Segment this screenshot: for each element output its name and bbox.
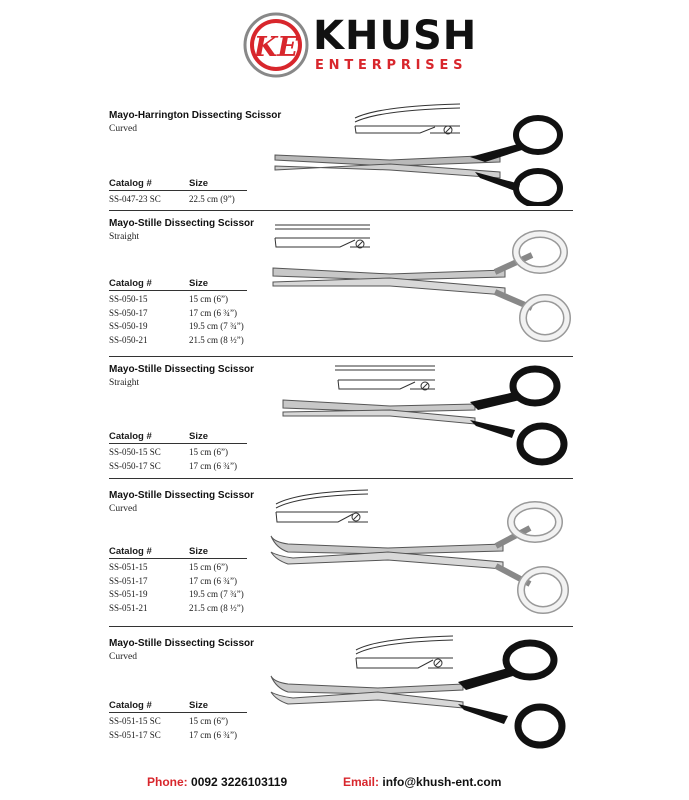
product-title: Mayo-Stille Dissecting Scissor <box>109 218 255 229</box>
email-label: Email: <box>343 775 380 789</box>
catalog-table <box>109 278 247 347</box>
table-row <box>109 193 247 207</box>
catalog-header: Catalog # <box>109 178 152 189</box>
catalog-table <box>109 431 247 473</box>
section-divider <box>109 626 573 627</box>
email-block <box>343 775 501 789</box>
size-value: 15 cm (6”) <box>189 447 228 457</box>
size-header: Size <box>189 431 209 442</box>
table-row <box>109 602 247 616</box>
contact-footer <box>0 773 689 791</box>
size-header: Size <box>189 178 209 189</box>
email-address[interactable]: info@khush-ent.com <box>382 775 502 789</box>
size-value: 15 cm (6”) <box>189 562 228 572</box>
table-row <box>109 575 247 589</box>
product-image-3 <box>280 362 575 472</box>
straight-tip-diagram-icon <box>275 225 370 248</box>
size-header: Size <box>189 546 209 557</box>
table-row <box>109 334 247 348</box>
phone-block <box>147 775 287 789</box>
size-value: 21.5 cm (8 ½”) <box>189 602 244 613</box>
product-variant: Curved <box>109 124 137 134</box>
product-variant: Curved <box>109 504 137 514</box>
catalog-header: Catalog # <box>109 278 152 289</box>
product-image-2 <box>270 220 575 350</box>
scissor-silver-icon <box>273 234 567 338</box>
table-row <box>109 446 247 460</box>
size-value: 22.5 cm (9”) <box>189 194 235 204</box>
catalog-number: SS-050-17 SC <box>109 460 161 471</box>
brand-name: KHUSH <box>313 13 478 59</box>
catalog-number: SS-051-15 SC <box>109 716 161 726</box>
size-value: 17 cm (6 ¾”) <box>189 575 237 586</box>
catalog-table <box>109 700 247 742</box>
catalog-number: SS-050-21 <box>109 334 148 345</box>
catalog-header: Catalog # <box>109 546 152 557</box>
size-header: Size <box>189 278 209 289</box>
catalog-number: SS-050-19 <box>109 321 148 331</box>
catalog-number: SS-047-23 SC <box>109 194 161 204</box>
scissor-silver-icon <box>271 505 565 610</box>
section-divider <box>109 478 573 479</box>
product-title: Mayo-Stille Dissecting Scissor <box>109 364 255 375</box>
product-image-1 <box>270 100 570 206</box>
product-variant: Straight <box>109 378 140 388</box>
catalog-number: SS-050-15 SC <box>109 447 161 457</box>
brand-initials: KE <box>253 32 299 63</box>
size-value: 17 cm (6 ¾”) <box>189 460 237 471</box>
product-title: Mayo-Harrington Dissecting Scissor <box>109 110 282 121</box>
scissor-black-icon <box>275 118 560 205</box>
catalog-number: SS-051-19 <box>109 589 148 599</box>
table-row <box>109 307 247 321</box>
catalog-number: SS-051-17 SC <box>109 729 161 740</box>
size-value: 19.5 cm (7 ¾”) <box>189 589 244 599</box>
table-row <box>109 561 247 575</box>
table-row <box>109 715 247 729</box>
product-image-4 <box>268 486 575 621</box>
catalog-number: SS-051-15 <box>109 562 148 572</box>
phone-number[interactable]: 0092 3226103119 <box>191 775 288 789</box>
table-row <box>109 320 247 334</box>
product-image-5 <box>268 632 575 757</box>
brand-logo <box>243 10 478 80</box>
size-value: 15 cm (6”) <box>189 716 228 726</box>
phone-label: Phone: <box>147 775 188 789</box>
catalog-table <box>109 178 247 207</box>
product-variant: Straight <box>109 232 140 242</box>
catalog-header: Catalog # <box>109 700 152 711</box>
size-value: 15 cm (6”) <box>189 294 228 304</box>
table-row <box>109 729 247 743</box>
catalog-number: SS-050-15 <box>109 294 148 304</box>
table-row <box>109 293 247 307</box>
product-title: Mayo-Stille Dissecting Scissor <box>109 638 255 649</box>
size-value: 19.5 cm (7 ¾”) <box>189 321 244 331</box>
table-row <box>109 588 247 602</box>
size-header: Size <box>189 700 209 711</box>
catalog-number: SS-051-17 <box>109 575 148 586</box>
curved-tip-diagram-icon <box>356 636 453 668</box>
catalog-header: Catalog # <box>109 431 152 442</box>
section-divider <box>109 356 573 357</box>
catalog-number: SS-051-21 <box>109 602 148 613</box>
size-value: 21.5 cm (8 ½”) <box>189 334 244 345</box>
brand-emblem-icon <box>243 12 309 78</box>
section-divider <box>109 210 573 211</box>
curved-tip-diagram-icon <box>276 490 368 522</box>
table-row <box>109 460 247 474</box>
straight-tip-diagram-icon <box>335 366 435 390</box>
product-title: Mayo-Stille Dissecting Scissor <box>109 490 255 501</box>
catalog-number: SS-050-17 <box>109 307 148 318</box>
size-value: 17 cm (6 ¾”) <box>189 729 237 740</box>
size-value: 17 cm (6 ¾”) <box>189 307 237 318</box>
brand-subtitle: ENTERPRISES <box>315 58 468 73</box>
curved-tip-diagram-icon <box>355 104 460 134</box>
scissor-black-icon <box>283 369 564 462</box>
product-variant: Curved <box>109 652 137 662</box>
catalog-table <box>109 546 247 615</box>
